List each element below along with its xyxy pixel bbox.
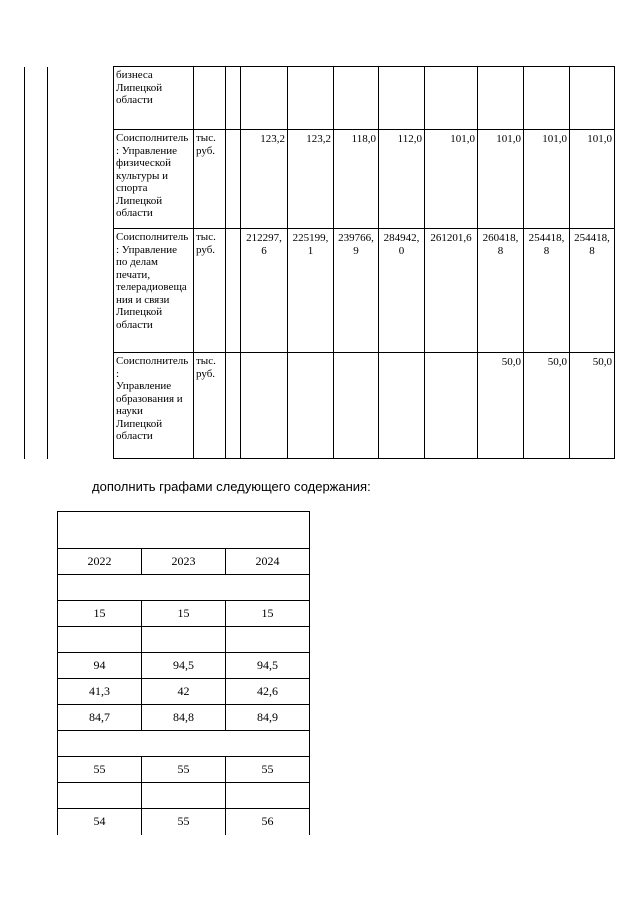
empty-cell	[226, 67, 241, 130]
continuation-table	[24, 66, 615, 459]
table-row	[25, 353, 615, 459]
value-cell: 84,9	[226, 705, 310, 731]
empty-cell	[142, 627, 226, 653]
value-cell: 261201,6	[425, 229, 478, 353]
empty-cell	[58, 575, 310, 601]
value-cell: 94	[58, 653, 142, 679]
value-cell: 118,0	[334, 130, 379, 229]
value-cell: 50,0	[524, 353, 570, 459]
empty-cell	[226, 130, 241, 229]
value-cell	[425, 353, 478, 459]
value-cell: 55	[226, 757, 310, 783]
value-cell	[288, 67, 334, 130]
empty-cell	[25, 67, 48, 459]
value-cell: 94,5	[142, 653, 226, 679]
empty-cell	[226, 627, 310, 653]
table-row	[58, 783, 310, 809]
value-cell: 55	[58, 757, 142, 783]
value-cell: 15	[142, 601, 226, 627]
empty-cell	[142, 783, 226, 809]
value-cell	[288, 353, 334, 459]
value-cell	[334, 67, 379, 130]
year-cell: 2024	[226, 549, 310, 575]
value-cell: 15	[58, 601, 142, 627]
empty-cell	[48, 67, 114, 459]
empty-cell	[58, 627, 142, 653]
value-cell	[241, 353, 288, 459]
added-columns-table	[57, 511, 310, 835]
table-row	[58, 757, 310, 783]
empty-cell	[58, 731, 310, 757]
unit-cell: тыс. руб.	[194, 130, 226, 229]
year-cell: 2022	[58, 549, 142, 575]
empty-cell	[58, 783, 142, 809]
value-cell: 101,0	[478, 130, 524, 229]
year-cell: 2023	[142, 549, 226, 575]
value-cell: 50,0	[570, 353, 615, 459]
value-cell: 254418, 8	[570, 229, 615, 353]
value-cell	[570, 67, 615, 130]
value-cell: 56	[226, 809, 310, 835]
executor-cell: Соисполнитель : Управление по делам печати, телерадиовеща ния и связи Липецкой области	[114, 229, 194, 353]
table-row	[25, 67, 615, 130]
value-cell: 101,0	[524, 130, 570, 229]
table-row	[58, 705, 310, 731]
value-cell: 212297, 6	[241, 229, 288, 353]
value-cell: 15	[226, 601, 310, 627]
table-row	[58, 575, 310, 601]
value-cell: 101,0	[570, 130, 615, 229]
value-cell: 123,2	[241, 130, 288, 229]
value-cell: 225199, 1	[288, 229, 334, 353]
value-cell	[334, 353, 379, 459]
value-cell: 42	[142, 679, 226, 705]
table-header-row	[58, 512, 310, 549]
value-cell: 84,7	[58, 705, 142, 731]
unit-cell: тыс. руб.	[194, 353, 226, 459]
years-row	[58, 549, 310, 575]
unit-cell: тыс. руб.	[194, 229, 226, 353]
value-cell: 54	[58, 809, 142, 835]
value-cell	[524, 67, 570, 130]
value-cell: 94,5	[226, 653, 310, 679]
value-cell: 41,3	[58, 679, 142, 705]
executor-cell: бизнеса Липецкой области	[114, 67, 194, 130]
value-cell	[425, 67, 478, 130]
table-row	[25, 130, 615, 229]
value-cell: 55	[142, 809, 226, 835]
value-cell: 123,2	[288, 130, 334, 229]
empty-cell	[226, 229, 241, 353]
value-cell: 101,0	[425, 130, 478, 229]
table-row	[58, 627, 310, 653]
value-cell: 84,8	[142, 705, 226, 731]
executor-cell: Соисполнитель : Управление образования и науки Липецкой области	[114, 353, 194, 459]
value-cell: 42,6	[226, 679, 310, 705]
table-row	[58, 809, 310, 835]
table-row	[58, 601, 310, 627]
value-cell: 112,0	[379, 130, 425, 229]
empty-header-cell	[58, 512, 310, 549]
value-cell	[241, 67, 288, 130]
value-cell	[379, 353, 425, 459]
value-cell: 55	[142, 757, 226, 783]
empty-cell	[226, 783, 310, 809]
section-caption: дополнить графами следующего содержания:	[92, 479, 371, 494]
table-row	[58, 731, 310, 757]
value-cell: 260418, 8	[478, 229, 524, 353]
unit-cell	[194, 67, 226, 130]
table-row	[58, 679, 310, 705]
value-cell: 284942, 0	[379, 229, 425, 353]
table-row	[58, 653, 310, 679]
value-cell: 50,0	[478, 353, 524, 459]
value-cell	[478, 67, 524, 130]
table-row	[25, 229, 615, 353]
value-cell: 254418, 8	[524, 229, 570, 353]
empty-cell	[226, 353, 241, 459]
value-cell	[379, 67, 425, 130]
value-cell: 239766, 9	[334, 229, 379, 353]
executor-cell: Соисполнитель : Управление физической культуры и спорта Липецкой области	[114, 130, 194, 229]
